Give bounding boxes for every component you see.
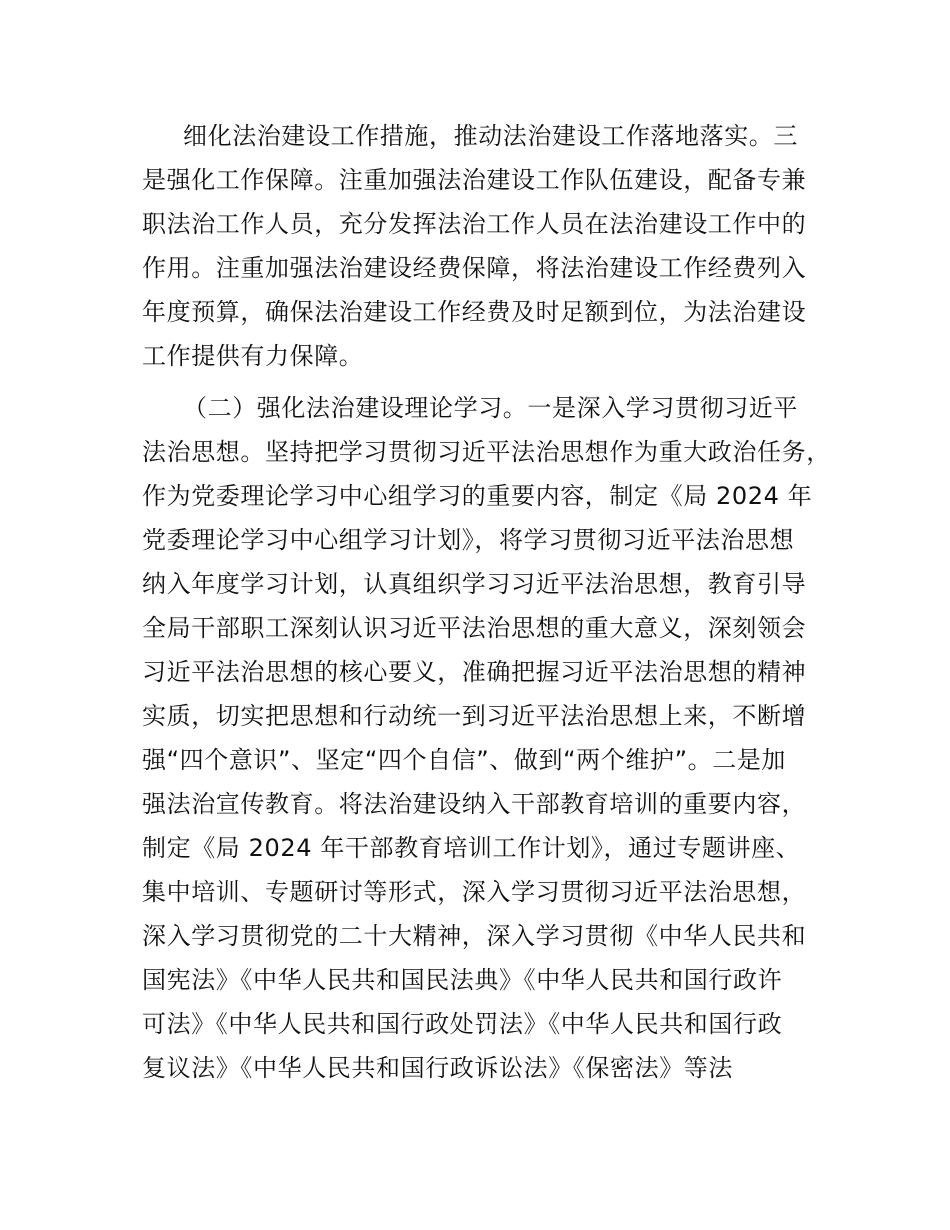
text-line: 习近平法治思想的核心要义，准确把握习近平法治思想的精神 <box>142 658 807 686</box>
text-line: 职法治工作人员，充分发挥法治工作人员在法治建设工作中的 <box>142 210 807 238</box>
text-line: 是强化工作保障。注重加强法治建设工作队伍建设，配备专兼 <box>142 166 807 194</box>
text-line: 作用。注重加强法治建设经费保障，将法治建设工作经费列入 <box>142 254 807 282</box>
text-line: 集中培训、专题研讨等形式，深入学习贯彻习近平法治思想， <box>142 878 807 906</box>
text-line: 作为党委理论学习中心组学习的重要内容，制定《局 2024 年 <box>142 482 813 510</box>
text-line: 党委理论学习中心组学习计划》，将学习贯彻习近平法治思想 <box>142 526 795 554</box>
text-line: 全局干部职工深刻认识习近平法治思想的重大意义，深刻领会 <box>142 614 807 642</box>
text-line: 纳入年度学习计划，认真组织学习习近平法治思想，教育引导 <box>142 570 807 598</box>
text-line: 年度预算，确保法治建设工作经费及时足额到位，为法治建设 <box>142 298 807 326</box>
text-line: 制定《局 2024 年干部教育培训工作计划》，通过专题讲座、 <box>142 834 801 862</box>
text-line: 强法治宣传教育。将法治建设纳入干部教育培训的重要内容， <box>142 790 807 818</box>
text-line: 细化法治建设工作措施，推动法治建设工作落地落实。三 <box>183 122 798 150</box>
section-heading-line: （二）强化法治建设理论学习。一是深入学习贯彻习近平 <box>183 394 798 422</box>
text-line: 可法》《中华人民共和国行政处罚法》《中华人民共和国行政 <box>142 1010 783 1038</box>
text-line: 工作提供有力保障。 <box>142 342 364 370</box>
text-line: 复议法》《中华人民共和国行政诉讼法》《保密法》等法 <box>142 1054 733 1082</box>
text-line: 深入学习贯彻党的二十大精神，深入学习贯彻《中华人民共和 <box>142 922 807 950</box>
text-line: 强“四个意识”、坚定“四个自信”、做到“两个维护”。二是加 <box>142 746 786 774</box>
text-line: 实质，切实把思想和行动统一到习近平法治思想上来，不断增 <box>142 702 807 730</box>
text-line: 国宪法》《中华人民共和国民法典》《中华人民共和国行政许 <box>142 966 783 994</box>
text-line: 法治思想。坚持把学习贯彻习近平法治思想作为重大政治任务， <box>142 438 831 466</box>
